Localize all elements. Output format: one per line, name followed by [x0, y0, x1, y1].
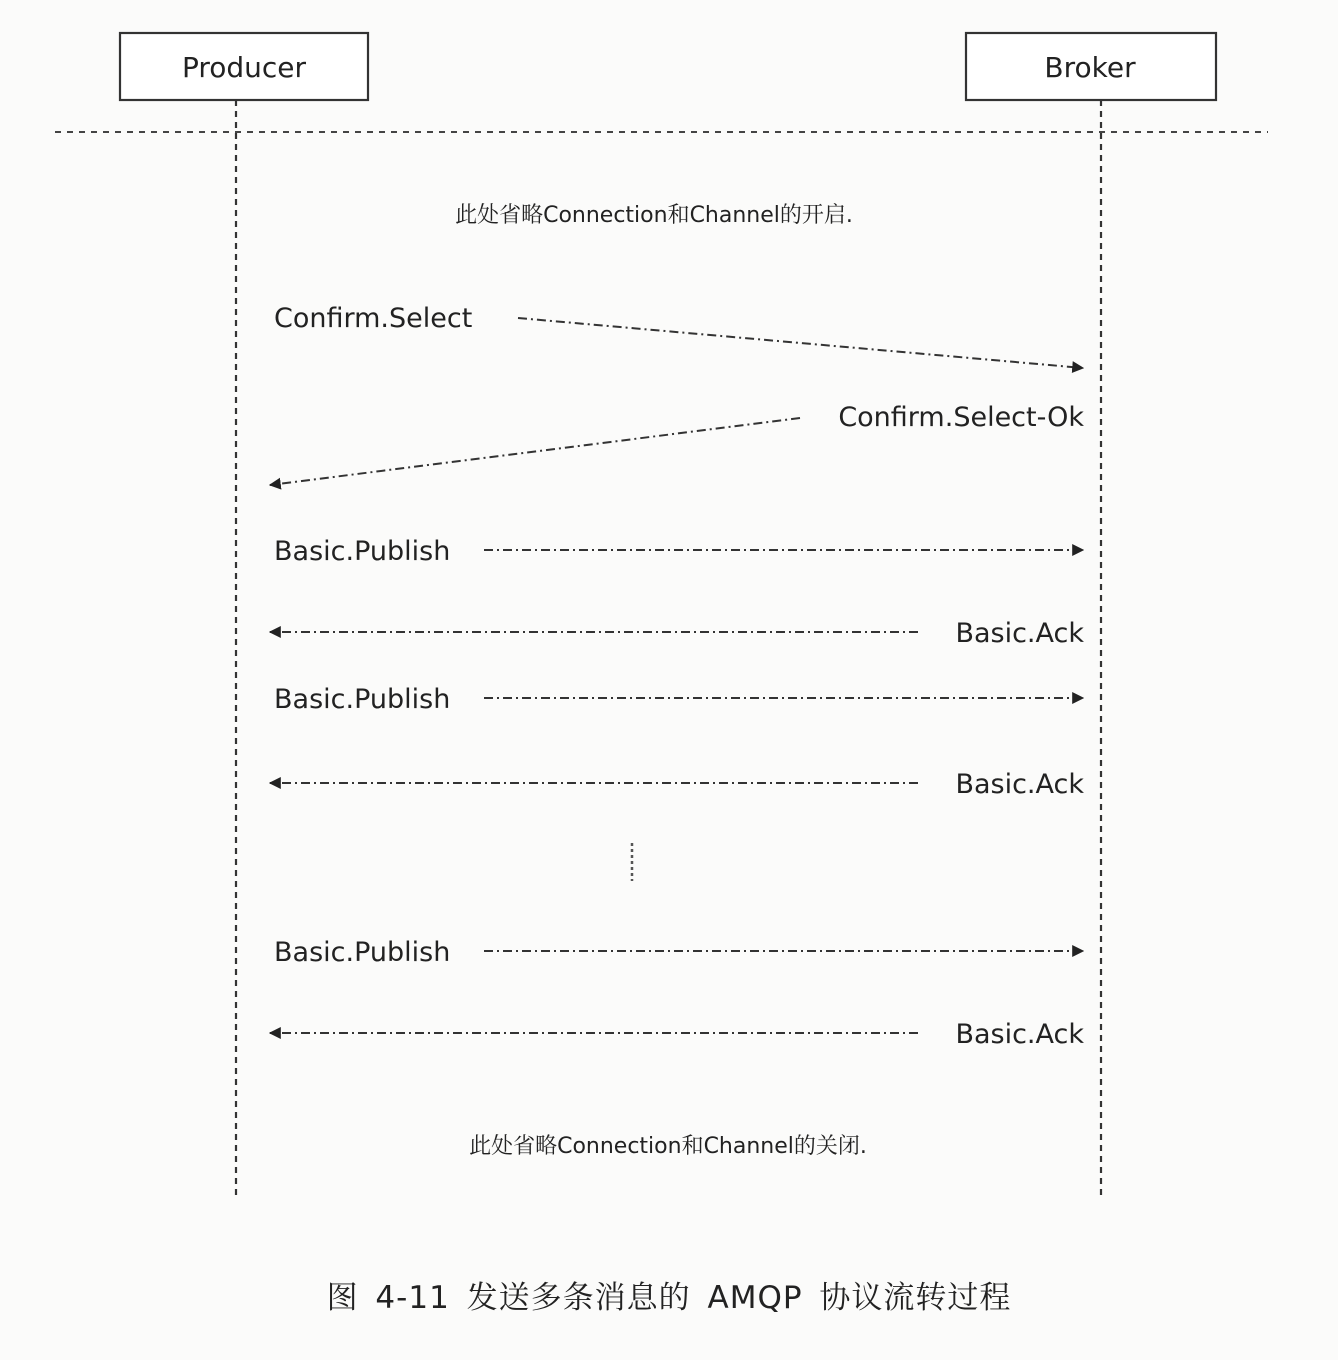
message-basic-ack-3: [270, 1019, 1084, 1050]
message-confirm-select-ok: [270, 402, 1084, 485]
producer-actor: [120, 33, 368, 100]
message-label: Confirm.Select-Ok: [838, 402, 1084, 433]
message-label: Basic.Publish: [274, 536, 451, 567]
message-arrow: [518, 318, 1083, 368]
message-label: Basic.Ack: [955, 1019, 1084, 1050]
producer-label: Producer: [181, 51, 307, 84]
message-arrow: [270, 418, 800, 485]
message-label: Basic.Ack: [955, 769, 1084, 800]
message-basic-publish-1: [274, 536, 1083, 567]
message-label: Basic.Publish: [274, 937, 451, 968]
close-note: 此处省略Connection和Channel的关闭.: [469, 1134, 867, 1159]
message-basic-publish-3: [274, 937, 1083, 968]
broker-label: Broker: [1044, 51, 1136, 84]
message-basic-ack-2: [270, 769, 1084, 800]
figure-caption: 图 4-11 发送多条消息的 AMQP 协议流转过程: [326, 1280, 1012, 1316]
message-confirm-select: [274, 303, 1083, 368]
message-basic-publish-2: [274, 684, 1083, 715]
message-label: Basic.Ack: [955, 618, 1084, 649]
message-label: Confirm.Select: [274, 303, 473, 334]
message-label: Basic.Publish: [274, 684, 451, 715]
message-basic-ack-1: [270, 618, 1084, 649]
broker-actor: [966, 33, 1216, 100]
open-note: 此处省略Connection和Channel的开启.: [455, 203, 853, 228]
